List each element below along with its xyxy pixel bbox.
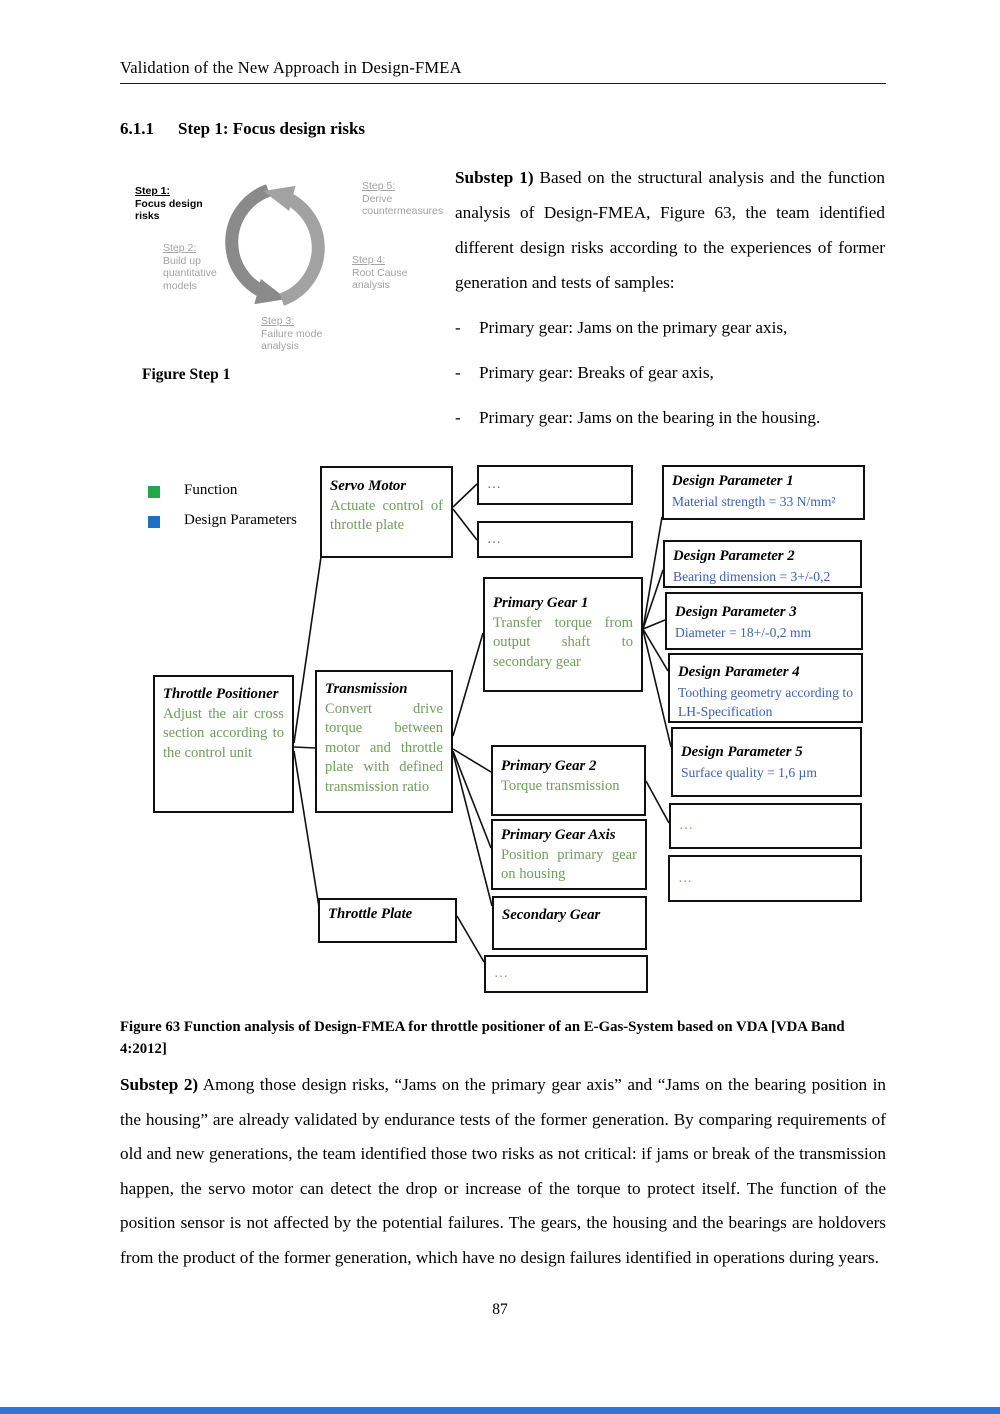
box-primary-gear-2 [491, 745, 646, 816]
cycle-step-1-text: Focus design risks [135, 197, 203, 222]
substep1-block [455, 160, 885, 435]
box-design-parameter-3 [665, 592, 863, 650]
cycle-step-2 [163, 242, 235, 292]
substep2-paragraph [120, 1068, 886, 1275]
box-title: Design Parameter 4 [678, 664, 800, 680]
ellipsis-text: … [678, 870, 695, 886]
box-title: Design Parameter 2 [673, 548, 795, 564]
bullet-dash: - [455, 363, 461, 382]
box-desc: Diameter = 18+/-0,2 mm [675, 624, 812, 640]
cycle-step-4-text: Root Cause analysis [352, 266, 408, 291]
cycle-step-2-label: Step 2: [163, 242, 197, 254]
ellipsis-text: … [494, 966, 511, 981]
box-title: Design Parameter 3 [675, 604, 797, 620]
function-color-swatch [148, 486, 160, 498]
cycle-step-1-label: Step 1: [135, 185, 171, 197]
box-title: Throttle Plate [328, 906, 413, 922]
section-number: 6.1.1 [120, 119, 154, 138]
section-heading [120, 119, 365, 139]
box-servo-motor [320, 466, 453, 558]
page-number: 87 [492, 1301, 508, 1318]
box-primary-gear-axis [491, 819, 647, 890]
cycle-step-4-label: Step 4: [352, 254, 386, 266]
box-title: Secondary Gear [502, 907, 601, 923]
list-item [455, 310, 885, 345]
header-rule [120, 83, 886, 84]
substep1-body: Based on the structural analysis and the function analysis of Design-FMEA, Figure 63, the team identified different design risks according to the experiences of former generation and tests of samples: [455, 168, 885, 292]
cycle-step-3-label: Step 3: [261, 315, 295, 327]
box-ellipsis [477, 465, 633, 505]
list-item [455, 400, 885, 435]
box-primary-gear-1 [483, 577, 643, 692]
bullet-dash: - [455, 408, 461, 427]
box-desc: Adjust the air cross section according to the control unit [163, 705, 284, 761]
box-title: Throttle Positioner [163, 686, 279, 702]
list-item [455, 355, 885, 390]
figure-step1-caption: Figure Step 1 [142, 366, 231, 383]
legend-label: Function [184, 482, 238, 498]
box-title: Transmission [325, 681, 408, 697]
cycle-step-3-text: Failure mode analysis [261, 327, 323, 352]
box-desc: Convert drive torque between motor and throttle plate with defined transmission ratio [325, 700, 443, 795]
cycle-step-2-text: Build up quantitative models [163, 254, 217, 292]
legend-item-design-parameters [148, 512, 298, 529]
substep1-lead: Substep 1) [455, 168, 534, 187]
risk-bullet-list [455, 310, 885, 435]
bottom-bar [0, 1407, 1000, 1414]
cycle-step-5 [362, 180, 448, 218]
box-transmission [315, 670, 453, 813]
design-parameters-color-swatch [148, 516, 160, 528]
box-desc: Surface quality = 1,6 µm [681, 764, 817, 780]
box-desc: Torque transmission [501, 777, 620, 794]
box-throttle-plate [318, 898, 457, 943]
box-ellipsis [477, 521, 633, 558]
cycle-arrow-right-icon [277, 195, 318, 300]
box-desc: Position primary gear on housing [501, 846, 637, 882]
bullet-text: Primary gear: Breaks of gear axis, [479, 363, 714, 382]
cycle-step-5-text: Derive countermeasures [362, 192, 444, 217]
substep1-paragraph [455, 160, 885, 300]
box-ellipsis [484, 955, 648, 993]
figure63-diagram [140, 460, 880, 1005]
box-title: Primary Gear 1 [493, 595, 589, 611]
box-design-parameter-2 [663, 540, 862, 588]
box-design-parameter-5 [671, 727, 862, 797]
box-secondary-gear [492, 896, 647, 950]
running-header: Validation of the New Approach in Design-FMEA [120, 58, 462, 77]
bullet-text: Primary gear: Jams on the primary gear axis, [479, 318, 788, 337]
substep2-body: Among those design risks, “Jams on the primary gear axis” and “Jams on the bearing position in the housing” are already validated by endurance tests of the former generation. By comparing requirements of old and new generations, the team identified those two risks as not critical: if jams or break of the transmission happen, the servo motor can detect the drop or increase of the torque to protect itself. The function of the position sensor is not affected by the potential failures. The gears, the housing and the bearings are holdovers from the product of the former generation, which have no design failures identified in operations during years. [120, 1075, 886, 1267]
box-title: Primary Gear Axis [501, 827, 616, 843]
box-desc: Material strength = 33 N/mm² [672, 493, 836, 509]
box-desc: Actuate control of throttle plate [330, 497, 443, 533]
box-design-parameter-4 [668, 653, 863, 723]
legend-label: Design Parameters [184, 512, 297, 528]
legend [148, 482, 298, 542]
box-design-parameter-1 [662, 465, 865, 520]
cycle-figure [130, 176, 450, 352]
box-ellipsis [669, 803, 862, 849]
substep2-lead: Substep 2) [120, 1075, 199, 1094]
box-title: Servo Motor [330, 478, 407, 494]
bullet-dash: - [455, 318, 461, 337]
ellipsis-text: … [487, 477, 504, 492]
box-title: Design Parameter 1 [672, 473, 794, 489]
box-desc: Transfer torque from output shaft to secondary gear [493, 614, 633, 670]
cycle-arrow-left-icon [232, 190, 273, 295]
cycle-step-1 [135, 185, 223, 223]
cycle-step-4 [352, 254, 432, 292]
box-ellipsis [668, 855, 862, 902]
ellipsis-text: … [679, 818, 696, 833]
cycle-step-3 [261, 315, 341, 353]
ellipsis-text: … [487, 531, 504, 547]
figure63-caption: Figure 63 Function analysis of Design-FMEA for throttle positioner of an E-Gas-System based on VDA [VDA Band 4:2012] [120, 1019, 845, 1057]
cycle-step-5-label: Step 5: [362, 180, 396, 192]
legend-item-function [148, 482, 298, 499]
box-title: Primary Gear 2 [501, 758, 597, 774]
box-title: Design Parameter 5 [681, 744, 803, 760]
box-desc: Bearing dimension = 3+/-0,2 [673, 568, 831, 584]
box-throttle-positioner [153, 675, 294, 813]
box-desc: Toothing geometry according to LH-Specification [678, 684, 853, 719]
section-title: Step 1: Focus design risks [178, 119, 366, 138]
bullet-text: Primary gear: Jams on the bearing in the housing. [479, 408, 821, 427]
